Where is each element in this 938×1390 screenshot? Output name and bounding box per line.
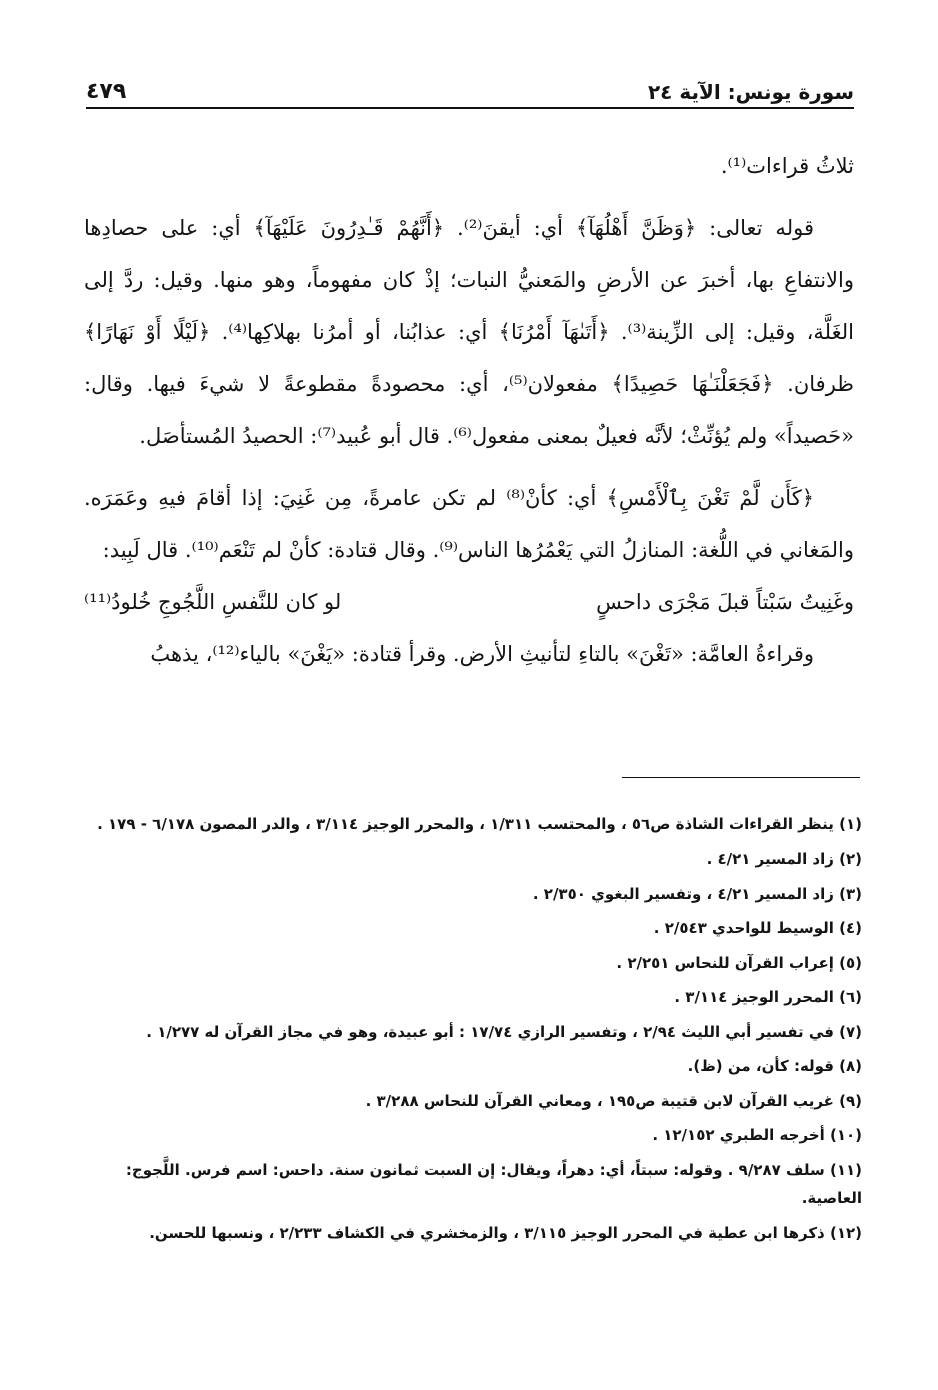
footnote-item: (١٢) ذكرها ابن عطية في المحرر الوجيز ٣/١١٥ ، والزمخشري في الكشاف ٢/٢٣٣ ، ونسبها للحسن. — [149, 1223, 862, 1242]
paragraph-4: وقراءةُ العامَّة: «تَغْنَ» بالتاءِ لتأنيثِ الأرض. وقرأ قتادة: «يَغْنَ» بالياء⁽¹²⁾، يذهبُ — [150, 642, 814, 666]
footnotes — [84, 807, 862, 1250]
footnote-item: (٦) المحرر الوجيز ٣/١١٤ . — [674, 988, 862, 1006]
footnote-item: (١) ينظر القراءات الشاذة ص٥٦ ، والمحتسب ١/٣١١ ، والمحرر الوجيز ٣/١١٤ ، والدر المصون ٦/١٧٨ - ١٧٩ . — [97, 815, 862, 833]
footnote-item: (٧) في تفسير أبي الليث ٢/٩٤ ، وتفسير الرازي ١٧/٧٤ : أبو عبيدة، وهو في مجاز القرآن له ١/٢٧٧ . — [146, 1022, 862, 1041]
footnote-item: (٨) قوله: كأن، من (ظ). — [687, 1057, 862, 1075]
paragraph-2: قوله تعالى: ﴿وَظَنَّ أَهْلُهَآ﴾ أي: أيقنَ⁽²⁾. ﴿أَنَّهُمْ قَـٰدِرُونَ عَلَيْهَآ﴾ أي: على حصادِها والانتفاعِ بها، أخبرَ عن الأرضِ والمَعنيُّ النبات؛ إذْ كان مفهوماً، وهو منها. وقيل: ردَّ إلى الغَلَّة، وقيل: إلى الزِّينة⁽³⁾. ﴿أَتَىٰهَآ أَمْرُنَا﴾ أي: عذابُنا، أو أمرُنا بهلاكِها⁽⁴⁾. ﴿لَيْلًا أَوْ نَهَارًا﴾ ظرفان. ﴿فَجَعَلْنَـٰهَا حَصِيدًا﴾ مفعولان⁽⁵⁾، أي: محصودةً مقطوعةً لا شيءَ فيها. وقال: «حَصيداً» ولم يُؤنِّثْ؛ لأنَّه فعيلٌ بمعنى مفعول⁽⁶⁾. قال أبو عُبيد⁽⁷⁾: الحصيدُ المُستأصَل. — [84, 216, 854, 448]
verse-second-hemistich: لو كان للنَّفسِ اللَّجُوجِ خُلودُ⁽¹¹⁾ — [84, 590, 342, 614]
paragraph-1: ثلاثُ قراءات⁽¹⁾. — [720, 154, 854, 178]
verse-first-hemistich: وغَنِيتُ سَبْتاً قبلَ مَجْرَى داحسٍ — [596, 590, 854, 614]
running-head: سورة يونس: الآية ٢٤ — [647, 80, 854, 104]
page-number: ٤٧٩ — [86, 79, 127, 104]
page-header — [86, 66, 854, 104]
paragraph-3: ﴿كَأَن لَّمْ تَغْنَ بِٱلْأَمْسِ﴾ أي: كأنْ⁽⁸⁾ لم تكن عامرةً، مِن غَنِيَ: إذا أقامَ فيهِ وعَمَرَه. والمَغاني في اللُّغة: المنازلُ التي يَعْمُرُها الناس⁽⁹⁾. وقال قتادة: كأنْ لم تَنْعَم⁽¹⁰⁾. قال لَبِيد: — [84, 486, 854, 562]
footnote-item: (٢) زاد المسير ٤/٢١ . — [706, 850, 862, 868]
footnote-separator — [622, 777, 860, 778]
footnote-item: (٤) الوسيط للواحدي ٢/٥٤٣ . — [653, 919, 862, 937]
main-text — [84, 140, 854, 680]
footnote-item: (١٠) أخرجه الطبري ١٢/١٥٢ . — [652, 1126, 862, 1144]
footnote-item: (٥) إعراب القرآن للنحاس ٢/٢٥١ . — [616, 953, 862, 972]
footnote-item: (٩) غريب القرآن لابن قتيبة ص١٩٥ ، ومعاني القرآن للنحاس ٣/٢٨٨ . — [365, 1091, 862, 1110]
footnote-item: (١١) سلف ٩/٢٨٧ . وقوله: سبتاً، أي: دهراً، ويقال: إن السبت ثمانون سنة. داحس: اسم فرس. اللَّجوج: العاصية. — [125, 1160, 862, 1207]
footnote-item: (٣) زاد المسير ٤/٢١ ، وتفسير البغوي ٢/٣٥٠ . — [532, 884, 862, 903]
poetry-verse — [84, 576, 854, 628]
header-rule — [86, 107, 854, 109]
